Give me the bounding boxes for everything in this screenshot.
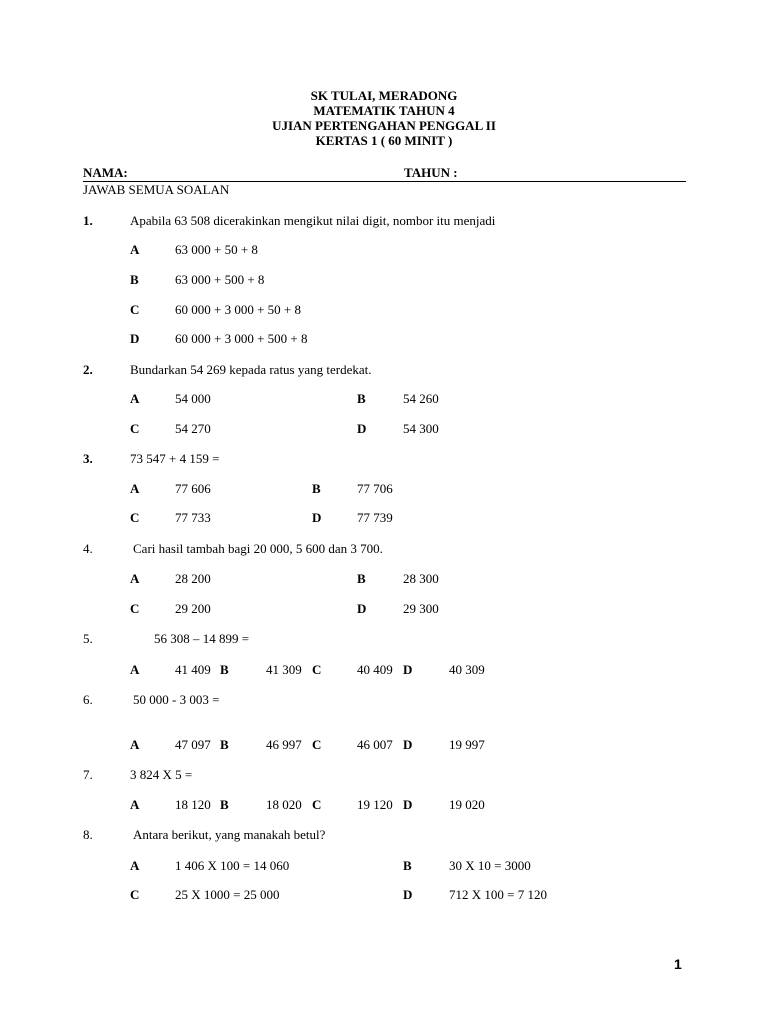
option-letter: D (403, 887, 413, 902)
option-letter: B (130, 272, 139, 287)
option-text: 19 997 (449, 737, 485, 752)
option-letter: A (130, 662, 140, 677)
option-text: 712 X 100 = 7 120 (449, 887, 547, 902)
school-name: SK TULAI, MERADONG (310, 88, 458, 103)
option-text: 54 270 (175, 421, 211, 436)
year-label: TAHUN : (404, 165, 458, 180)
option-text: 18 020 (266, 797, 302, 812)
question-number: 5. (83, 631, 93, 646)
option-text: 77 606 (175, 481, 211, 496)
option-text: 19 020 (449, 797, 485, 812)
option-letter: C (130, 887, 140, 902)
option-letter: B (403, 858, 412, 873)
option-text: 19 120 (357, 797, 393, 812)
option-text: 40 409 (357, 662, 393, 677)
option-letter: B (357, 391, 366, 406)
option-letter: A (130, 737, 140, 752)
option-letter: C (130, 421, 140, 436)
question-text: 73 547 + 4 159 = (130, 451, 220, 466)
question-text: 50 000 - 3 003 = (133, 692, 220, 707)
paper-title: KERTAS 1 ( 60 MINIT ) (315, 133, 453, 148)
option-letter: C (130, 601, 140, 616)
option-letter: B (312, 481, 321, 496)
instruction: JAWAB SEMUA SOALAN (83, 182, 230, 197)
option-text: 1 406 X 100 = 14 060 (175, 858, 290, 873)
option-letter: B (220, 662, 229, 677)
question-text: 56 308 – 14 899 = (154, 631, 250, 646)
exam-title: UJIAN PERTENGAHAN PENGGAL II (272, 118, 496, 133)
option-letter: B (357, 571, 366, 586)
option-letter: A (130, 242, 140, 257)
option-letter: A (130, 858, 140, 873)
question-number: 6. (83, 692, 93, 707)
option-text: 28 300 (403, 571, 439, 586)
subject-title: MATEMATIK TAHUN 4 (313, 103, 455, 118)
option-text: 54 260 (403, 391, 439, 406)
option-letter: A (130, 797, 140, 812)
question-number: 3. (83, 451, 93, 466)
option-letter: D (403, 797, 413, 812)
option-text: 63 000 + 50 + 8 (175, 242, 258, 257)
option-letter: D (357, 601, 367, 616)
option-letter: A (130, 571, 140, 586)
option-text: 46 007 (357, 737, 393, 752)
question-text: Bundarkan 54 269 kepada ratus yang terdekat. (130, 362, 372, 377)
option-letter: A (130, 391, 140, 406)
option-letter: D (312, 510, 322, 525)
option-letter: D (403, 662, 413, 677)
option-text: 54 300 (403, 421, 439, 436)
option-text: 30 X 10 = 3000 (449, 858, 531, 873)
question-number: 1. (83, 213, 93, 228)
option-text: 29 200 (175, 601, 211, 616)
option-text: 47 097 (175, 737, 211, 752)
option-text: 41 409 (175, 662, 211, 677)
option-letter: A (130, 481, 140, 496)
option-text: 54 000 (175, 391, 211, 406)
option-text: 18 120 (175, 797, 211, 812)
option-text: 60 000 + 3 000 + 50 + 8 (175, 302, 301, 317)
option-letter: C (130, 302, 140, 317)
option-text: 77 733 (175, 510, 211, 525)
name-label: NAMA: (83, 165, 128, 180)
option-letter: D (357, 421, 367, 436)
option-text: 40 309 (449, 662, 485, 677)
option-letter: D (130, 331, 140, 346)
option-text: 29 300 (403, 601, 439, 616)
option-letter: B (220, 737, 229, 752)
option-text: 60 000 + 3 000 + 500 + 8 (175, 331, 308, 346)
question-text: 3 824 X 5 = (130, 767, 193, 782)
option-letter: B (220, 797, 229, 812)
option-letter: C (312, 797, 322, 812)
option-letter: C (312, 737, 322, 752)
option-letter: C (312, 662, 322, 677)
page-number: 1 (674, 956, 682, 972)
question-number: 8. (83, 827, 93, 842)
option-text: 46 997 (266, 737, 302, 752)
question-number: 4. (83, 541, 93, 556)
question-number: 7. (83, 767, 93, 782)
option-text: 77 739 (357, 510, 393, 525)
option-letter: D (403, 737, 413, 752)
option-text: 63 000 + 500 + 8 (175, 272, 265, 287)
question-text: Apabila 63 508 dicerakinkan mengikut nilai digit, nombor itu menjadi (130, 213, 496, 228)
option-letter: C (130, 510, 140, 525)
option-text: 25 X 1000 = 25 000 (175, 887, 280, 902)
question-number: 2. (83, 362, 93, 377)
question-text: Cari hasil tambah bagi 20 000, 5 600 dan 3 700. (133, 541, 383, 556)
option-text: 41 309 (266, 662, 302, 677)
question-text: Antara berikut, yang manakah betul? (133, 827, 326, 842)
option-text: 28 200 (175, 571, 211, 586)
option-text: 77 706 (357, 481, 393, 496)
